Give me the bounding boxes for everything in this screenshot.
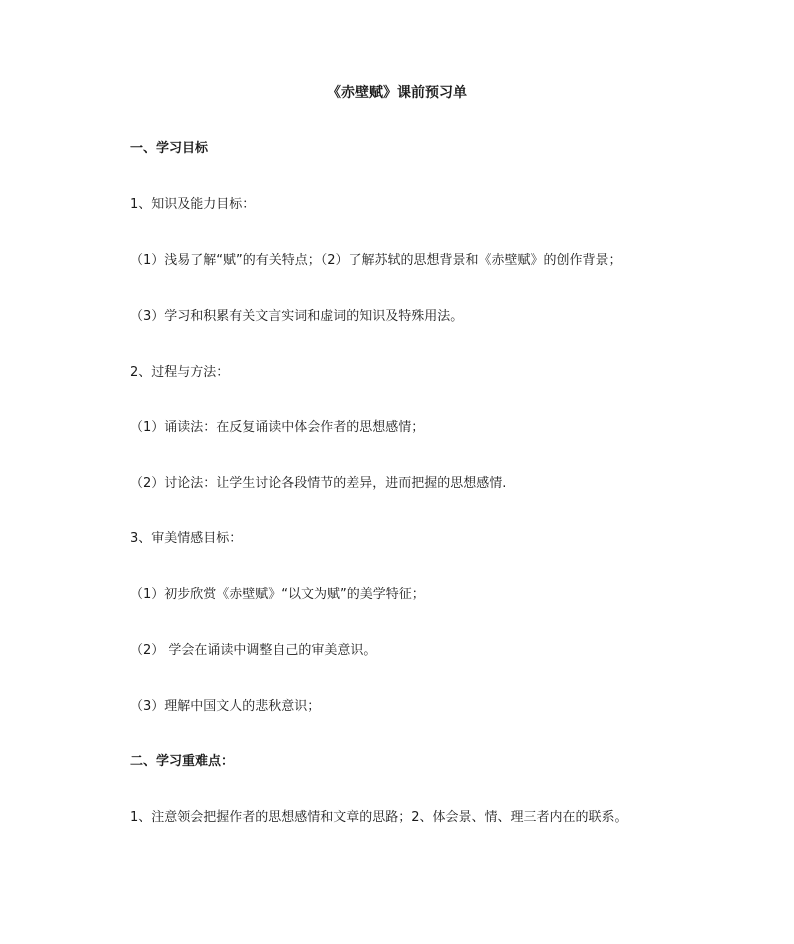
goal1-label: 1、知识及能力目标： — [130, 197, 256, 212]
goal3-item1: （1）初步欣赏《赤壁赋》“以文为赋”的美学特征； — [130, 587, 425, 602]
difficulty-item: 1、注意领会把握作者的思想感情和文章的思路；2、体会景、情、理三者内在的联系。 — [130, 810, 628, 825]
goal3-label: 3、审美情感目标： — [130, 531, 243, 546]
document-title: 《赤壁赋》课前预习单 — [327, 85, 467, 101]
goal1-item1: （1）浅易了解“赋”的有关特点；（2）了解苏轼的思想背景和《赤壁赋》的创作背景； — [130, 253, 622, 268]
goal2-item2: （2）讨论法：让学生讨论各段情节的差异，进而把握的思想感情. — [130, 476, 507, 491]
goal1-item2: （3）学习和积累有关文言实词和虚词的知识及特殊用法。 — [130, 309, 464, 324]
goal3-item2: （2） 学会在诵读中调整自己的审美意识。 — [130, 643, 377, 658]
goal3-item3: （3）理解中国文人的悲秋意识； — [130, 699, 321, 714]
goal2-label: 2、过程与方法： — [130, 365, 230, 380]
goal2-item1: （1）诵读法：在反复诵读中体会作者的思想感情； — [130, 420, 425, 435]
section-heading-difficulties: 二、学习重难点： — [130, 754, 235, 769]
section-heading-goals: 一、学习目标 — [130, 141, 209, 156]
